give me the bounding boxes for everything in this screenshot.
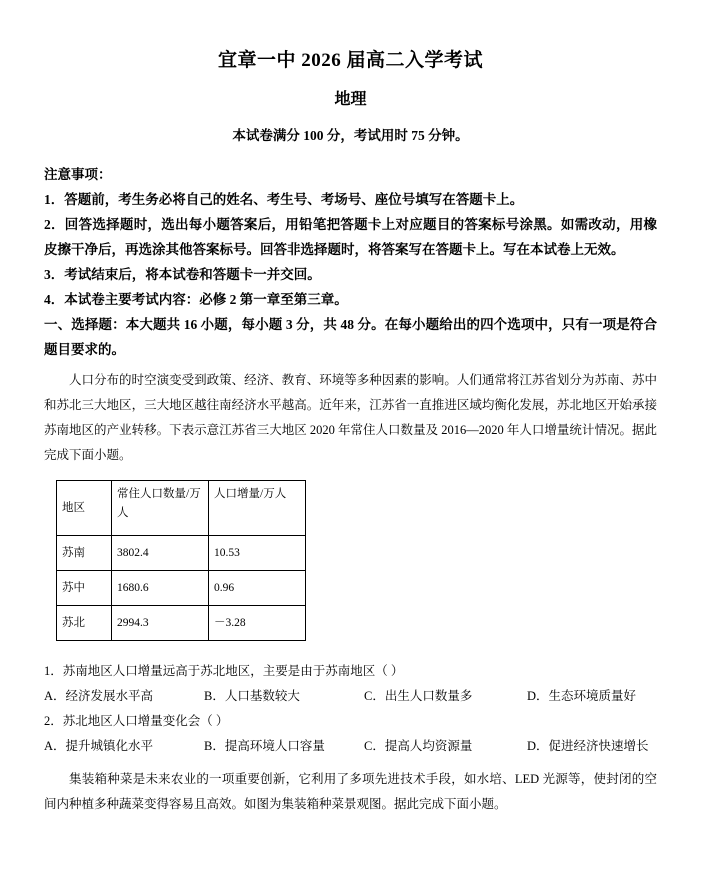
question-1-option-c[interactable]: C．出生人口数量多 bbox=[364, 689, 473, 703]
table-header-increment: 人口增量/万人 bbox=[209, 481, 306, 536]
population-table-wrapper bbox=[44, 468, 657, 641]
cell-region: 苏南 bbox=[57, 536, 112, 571]
notice-heading: 注意事项： bbox=[44, 167, 112, 182]
table-body bbox=[57, 536, 306, 641]
question-1-option-d[interactable]: D．生态环境质量好 bbox=[527, 689, 637, 703]
questions-section bbox=[44, 641, 657, 759]
material-passage-1: 人口分布的时空演变受到政策、经济、教育、环境等多种因素的影响。人们通常将江苏省划分为苏南、苏中和苏北三大地区，三大地区越往南经济水平越高。近年来，江苏省一直推进区域均衡化发展，苏北地区开始承接苏南地区的产业转移。下表示意江苏省三大地区 2020 年常住人口数量及 2016—2020 年人口增量统计情况。据此完成下面小题。 bbox=[44, 373, 657, 462]
table-header-group bbox=[57, 481, 306, 536]
question-2-stem: 2．苏北地区人口增量变化会（ ） bbox=[44, 714, 229, 728]
notice-section bbox=[44, 146, 657, 362]
table-header-row bbox=[57, 481, 306, 536]
cell-increment: 10.53 bbox=[209, 536, 306, 571]
cell-population: 3802.4 bbox=[112, 536, 209, 571]
question-1-options bbox=[44, 684, 657, 709]
cell-increment: 0.96 bbox=[209, 571, 306, 606]
table-row bbox=[57, 571, 306, 606]
question-1-option-a[interactable]: A．经济发展水平高 bbox=[44, 689, 154, 703]
section-heading-multiple-choice: 一、选择题：本大题共 16 小题，每小题 3 分，共 48 分。在每小题给出的四个选项中，只有一项是符合题目要求的。 bbox=[44, 317, 657, 357]
cell-region: 苏北 bbox=[57, 606, 112, 641]
question-1-stem: 1．苏南地区人口增量远高于苏北地区，主要是由于苏南地区（ ） bbox=[44, 664, 404, 678]
cell-population: 2994.3 bbox=[112, 606, 209, 641]
score-duration-line: 本试卷满分 100 分，考试用时 75 分钟。 bbox=[232, 128, 469, 143]
table-row bbox=[57, 606, 306, 641]
cell-region: 苏中 bbox=[57, 571, 112, 606]
notice-item-2: 2．回答选择题时，选出每小题答案后，用铅笔把答题卡上对应题目的答案标号涂黑。如需改动，用橡皮擦干净后，再选涂其他答案标号。回答非选择题时，将答案写在答题卡上。写在本试卷上无效。 bbox=[44, 217, 657, 257]
question-2-option-b[interactable]: B．提高环境人口容量 bbox=[204, 739, 325, 753]
question-2-option-d[interactable]: D．促进经济快速增长 bbox=[527, 739, 649, 753]
question-2-option-a[interactable]: A．提升城镇化水平 bbox=[44, 739, 154, 753]
population-data-table bbox=[56, 480, 306, 641]
notice-item-4: 4．本试卷主要考试内容：必修 2 第一章至第三章。 bbox=[44, 292, 348, 307]
question-2-options bbox=[44, 734, 657, 759]
table-row bbox=[57, 536, 306, 571]
material-passage-2: 集装箱种菜是未来农业的一项重要创新，它利用了多项先进技术手段，如水培、LED 光源等，使封闭的空间内种植多种蔬菜变得容易且高效。如图为集装箱种菜景观图。据此完成下面小题。 bbox=[44, 772, 657, 811]
question-2-option-c[interactable]: C．提高人均资源量 bbox=[364, 739, 473, 753]
cell-population: 1680.6 bbox=[112, 571, 209, 606]
table-header-population: 常住人口数量/万人 bbox=[112, 481, 209, 536]
notice-item-1: 1．答题前，考生务必将自己的姓名、考生号、考场号、座位号填写在答题卡上。 bbox=[44, 192, 524, 207]
page-title: 宜章一中 2026 届高二入学考试 bbox=[217, 50, 483, 71]
notice-item-3: 3．考试结束后，将本试卷和答题卡一并交回。 bbox=[44, 267, 321, 282]
question-1-option-b[interactable]: B．人口基数较大 bbox=[204, 689, 300, 703]
cell-increment: －3.28 bbox=[209, 606, 306, 641]
table-header-region: 地区 bbox=[57, 481, 112, 536]
subject-title: 地理 bbox=[334, 91, 367, 108]
